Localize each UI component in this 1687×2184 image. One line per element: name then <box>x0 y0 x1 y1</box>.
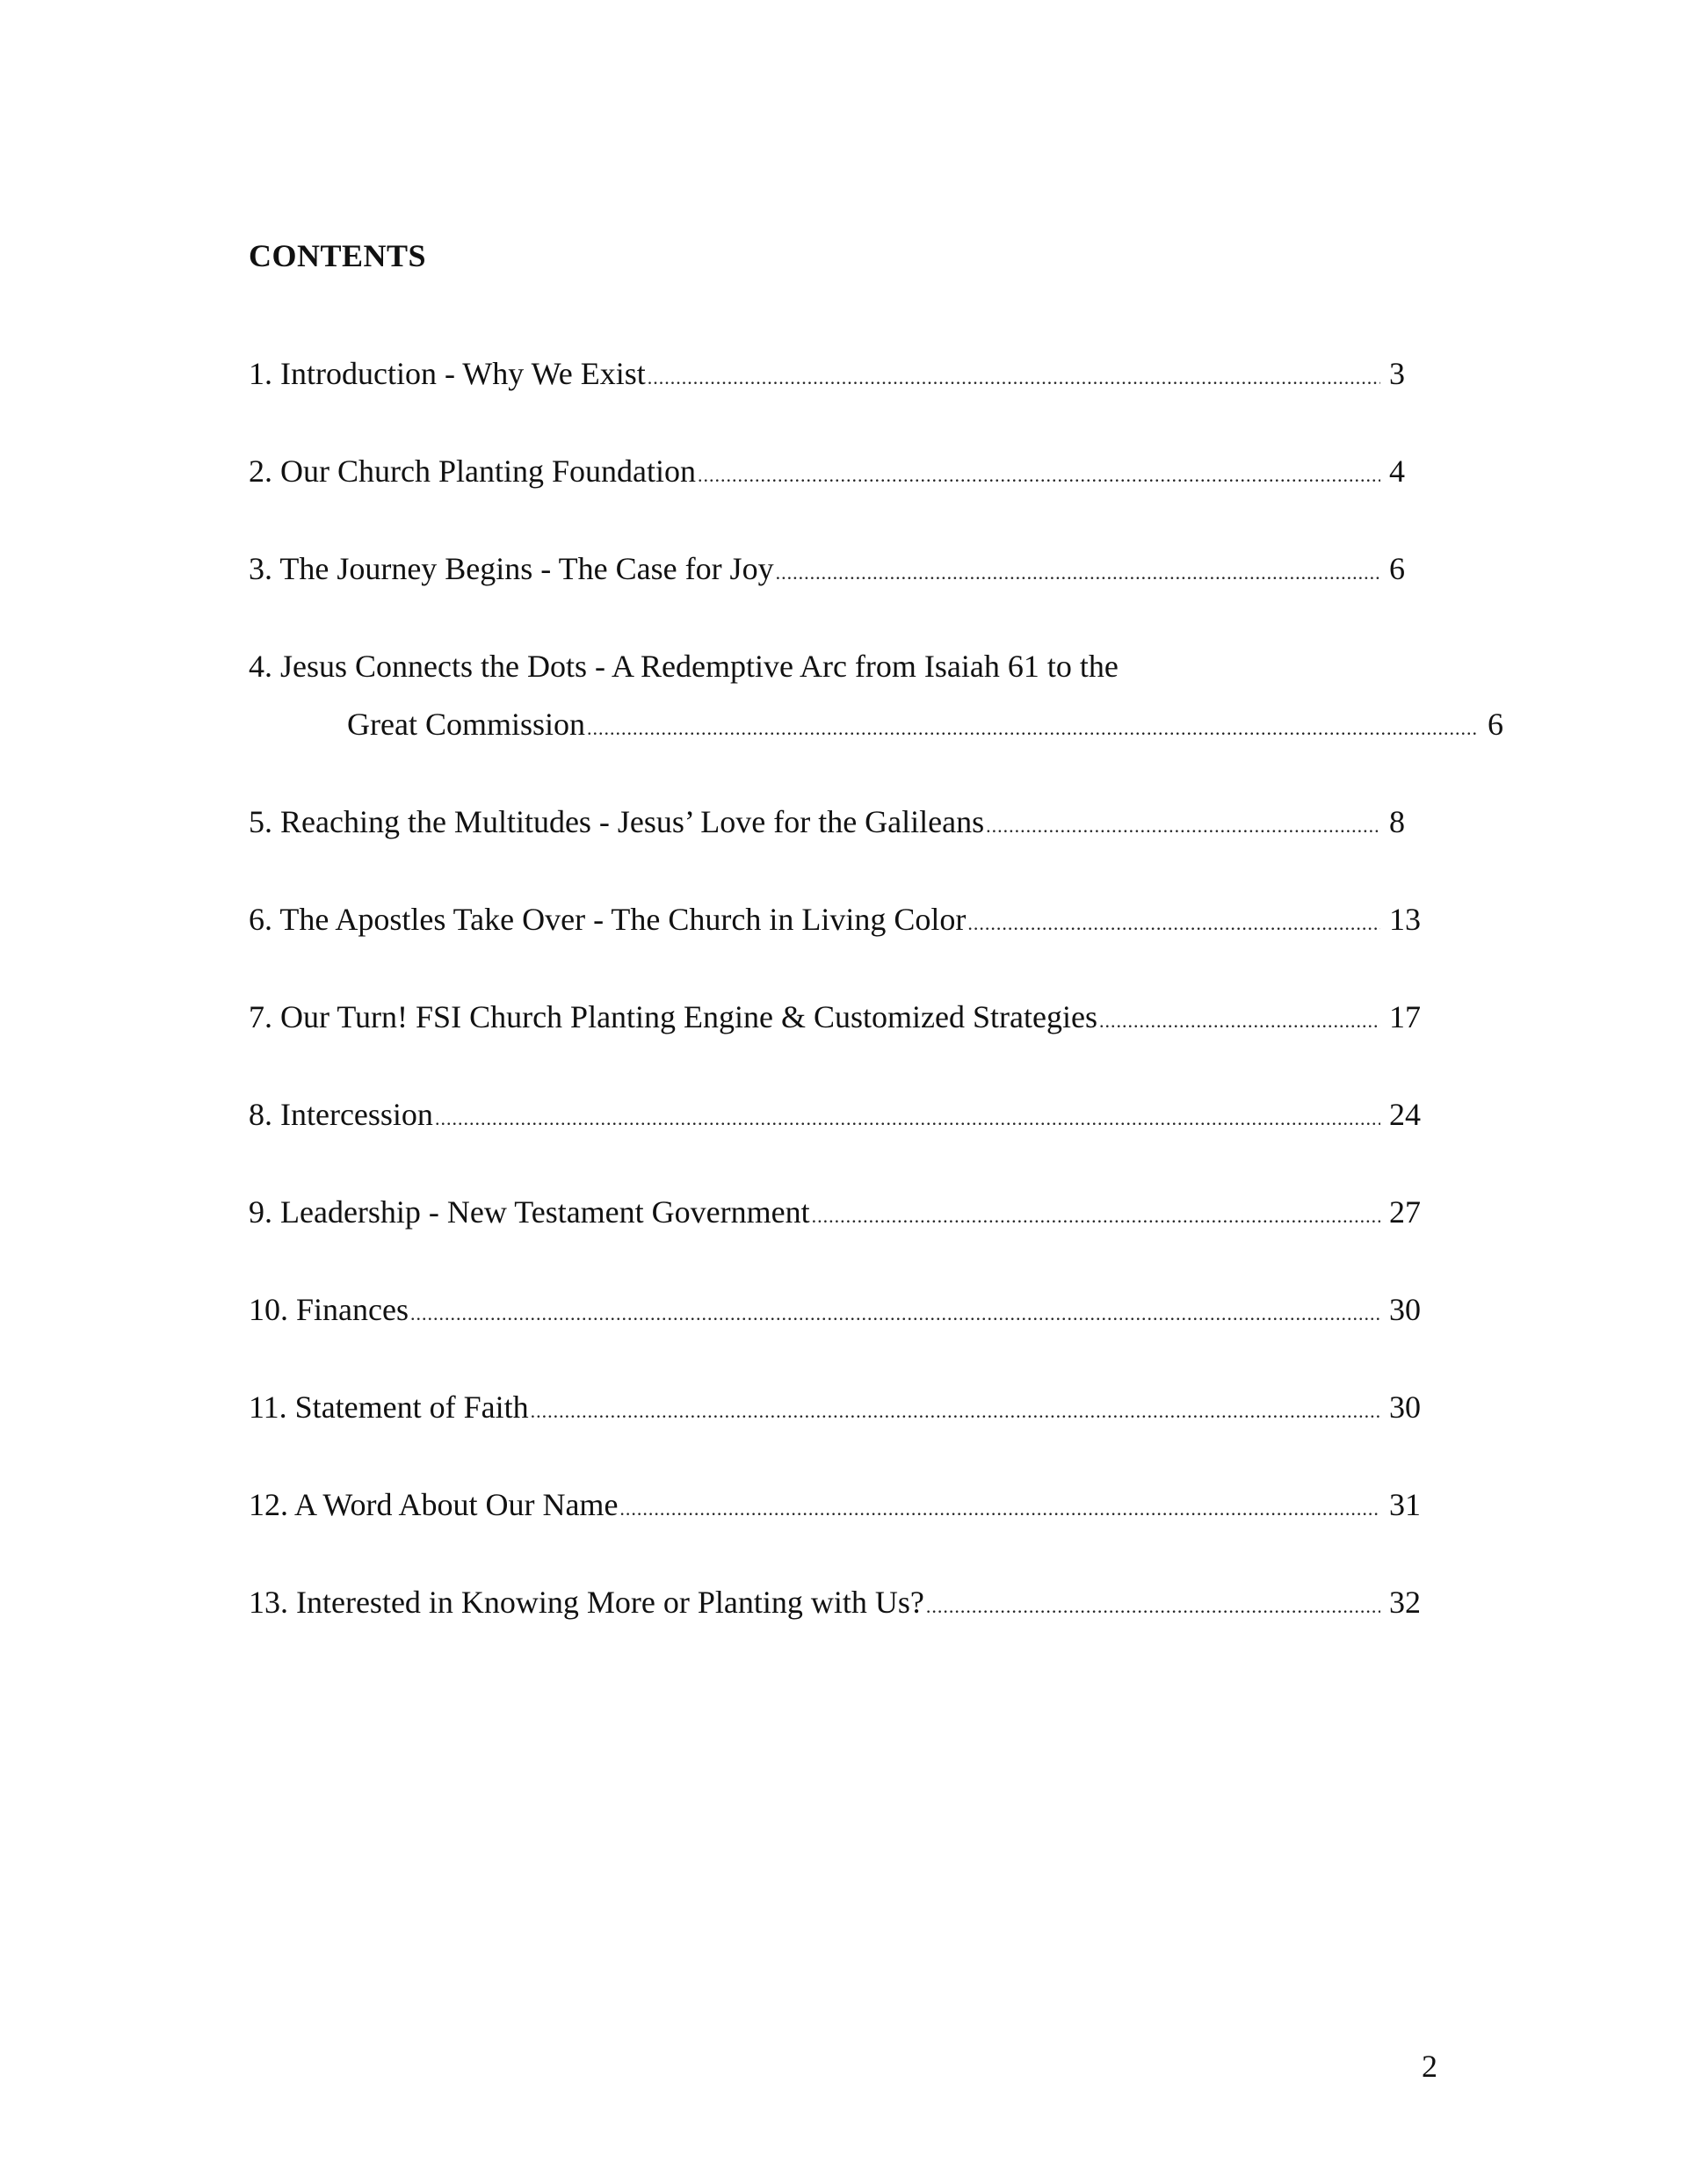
toc-entry-2[interactable] <box>249 449 1426 507</box>
toc-entry-10[interactable] <box>249 1288 1426 1346</box>
toc-page-number: 30 <box>1389 1292 1421 1327</box>
toc-entry-5[interactable] <box>249 800 1426 858</box>
toc-title: 7. Our Turn! FSI Church Planting Engine & Customized Strategies <box>249 999 1097 1034</box>
contents-heading: CONTENTS <box>249 238 427 273</box>
dot-leader <box>986 804 1380 848</box>
dot-leader <box>587 707 1479 751</box>
dot-leader <box>531 1389 1380 1433</box>
dot-leader <box>776 551 1380 595</box>
dot-leader <box>619 1487 1380 1531</box>
toc-page-number: 27 <box>1389 1194 1421 1230</box>
toc-entry-8[interactable] <box>249 1092 1426 1150</box>
toc-page-number: 30 <box>1389 1389 1421 1425</box>
dot-leader <box>435 1097 1380 1141</box>
toc-entry-6[interactable] <box>249 897 1426 955</box>
toc-title: 10. Finances <box>249 1292 409 1327</box>
toc-page-number: 31 <box>1389 1487 1421 1522</box>
page-number: 2 <box>1422 2049 1437 2084</box>
toc-page-number: 13 <box>1389 902 1421 937</box>
dot-leader <box>967 902 1380 946</box>
toc-entry-12[interactable] <box>249 1483 1426 1541</box>
toc-page-number: 17 <box>1389 999 1421 1034</box>
toc-entry-1[interactable] <box>249 352 1426 410</box>
toc-title: 8. Intercession <box>249 1097 433 1132</box>
dot-leader <box>410 1292 1380 1336</box>
dot-leader <box>926 1585 1380 1629</box>
toc-title-line-2: Great Commission <box>347 707 585 742</box>
toc-page-number: 6 <box>1488 707 1503 742</box>
toc-title: 9. Leadership - New Testament Government <box>249 1194 810 1230</box>
toc-title: 5. Reaching the Multitudes - Jesus’ Love for the Galileans <box>249 804 985 839</box>
toc-title: 1. Introduction - Why We Exist <box>249 356 646 391</box>
toc-entry-9[interactable] <box>249 1190 1426 1248</box>
toc-entry-13[interactable] <box>249 1580 1426 1638</box>
toc-page-number: 8 <box>1389 804 1405 839</box>
toc-entry-7[interactable] <box>249 995 1426 1053</box>
toc-page-number: 3 <box>1389 356 1405 391</box>
toc-page-number: 24 <box>1389 1097 1421 1132</box>
dot-leader <box>1099 999 1380 1043</box>
toc-page-number: 32 <box>1389 1585 1421 1620</box>
dot-leader <box>648 356 1380 400</box>
dot-leader <box>812 1194 1380 1238</box>
toc-entry-3[interactable] <box>249 547 1426 605</box>
toc-title: 11. Statement of Faith <box>249 1389 529 1425</box>
toc-page-number: 4 <box>1389 453 1405 489</box>
toc-title: 6. The Apostles Take Over - The Church in Living Color <box>249 902 967 937</box>
table-of-contents <box>249 352 1503 1678</box>
toc-title: 3. The Journey Begins - The Case for Joy <box>249 551 774 586</box>
toc-title: 13. Interested in Knowing More or Planting with Us? <box>249 1585 924 1620</box>
toc-entry-11[interactable] <box>249 1385 1426 1443</box>
toc-title: 2. Our Church Planting Foundation <box>249 453 696 489</box>
toc-page-number: 6 <box>1389 551 1405 586</box>
toc-title: 12. A Word About Our Name <box>249 1487 619 1522</box>
dot-leader <box>698 453 1380 497</box>
toc-entry-4[interactable] <box>249 644 1503 760</box>
toc-title-line-1: 4. Jesus Connects the Dots - A Redemptive Arc from Isaiah 61 to the <box>249 649 1119 684</box>
